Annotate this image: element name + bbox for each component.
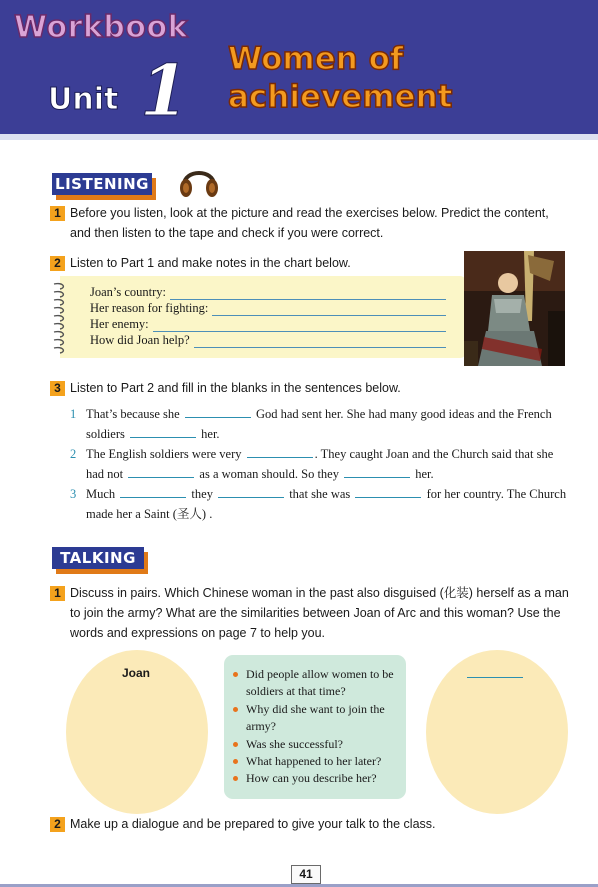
header-divider xyxy=(0,134,598,140)
spiral-binding-icon xyxy=(52,280,68,356)
talking-item2-number: 2 xyxy=(50,817,65,832)
sentence-2-cont: had not as a woman should. So they her. xyxy=(86,467,434,481)
unit-title-line2: achievement xyxy=(228,79,453,115)
question-2: Why did she want to join the army? xyxy=(246,701,400,735)
sentence-1-cont: soldiers her. xyxy=(86,427,220,441)
question-3: Was she successful? xyxy=(246,736,400,753)
listening-item1-text: Before you listen, look at the picture and read the exercises below. Predict the content, and then listen to the tape and check if you were correct. xyxy=(70,206,549,240)
workbook-label: Workbook xyxy=(14,10,189,45)
blank-field[interactable] xyxy=(344,467,410,478)
talking-heading-text: TALKING xyxy=(52,547,144,569)
note-line[interactable] xyxy=(170,288,446,300)
note-row-help: How did Joan help? xyxy=(90,332,446,348)
blank-field[interactable] xyxy=(185,407,251,418)
note-line[interactable] xyxy=(194,336,446,348)
joan-of-arc-picture xyxy=(464,251,565,366)
note-row-reason: Her reason for fighting: xyxy=(90,300,446,316)
talking-heading xyxy=(52,547,144,569)
talking-item1-number: 1 xyxy=(50,586,65,601)
unit-title-line1: Women of xyxy=(228,41,404,77)
listening-heading-text: LISTENING xyxy=(52,173,152,195)
note-row-enemy: Her enemy: xyxy=(90,316,446,332)
blank-field[interactable] xyxy=(355,487,421,498)
question-1: Did people allow women to be soldiers at that time? xyxy=(246,666,400,700)
talking-item2-text: Make up a dialogue and be prepared to give your talk to the class. xyxy=(70,817,436,831)
listening-item3-number: 3 xyxy=(50,381,65,396)
listening-item1-number: 1 xyxy=(50,206,65,221)
headphones-icon xyxy=(178,163,220,199)
listening-heading xyxy=(52,173,152,195)
sentence-2: 2 The English soldiers were very . They caught Joan and the Church said that she xyxy=(70,447,554,461)
unit-number: 1 xyxy=(140,49,189,132)
note-line[interactable] xyxy=(153,320,446,332)
listening-item2-text: Listen to Part 1 and make notes in the chart below. xyxy=(70,256,351,270)
blank-field[interactable] xyxy=(218,487,284,498)
chinese-woman-circle xyxy=(426,650,568,814)
sentence-3-cont: made her a Saint (圣人) . xyxy=(86,507,213,521)
listening-item2-number: 2 xyxy=(50,256,65,271)
page-number: 41 xyxy=(291,865,321,884)
unit-label: Unit xyxy=(48,82,119,117)
question-4: What happened to her later? xyxy=(246,753,400,770)
listening-item3-text: Listen to Part 2 and fill in the blanks in the sentences below. xyxy=(70,381,401,395)
talking-item1-text: Discuss in pairs. Which Chinese woman in the past also disguised (化装) herself as a man to join the army? What are the similarities between Joan of Arc and this woman? Use the words and expressions on page 7 to help you. xyxy=(70,586,569,640)
name-blank-line[interactable] xyxy=(467,677,523,678)
joan-circle-label: Joan xyxy=(121,666,150,680)
blank-field[interactable] xyxy=(247,447,313,458)
question-5: How can you describe her? xyxy=(246,770,400,787)
sentence-3: 3 Much they that she was for her country. The Church xyxy=(70,487,567,501)
blank-field[interactable] xyxy=(130,427,196,438)
sentence-1: 1 That’s because she God had sent her. She had many good ideas and the French xyxy=(70,407,552,421)
blank-field[interactable] xyxy=(128,467,194,478)
blank-field[interactable] xyxy=(120,487,186,498)
note-row-country: Joan’s country: xyxy=(90,284,446,300)
note-line[interactable] xyxy=(212,304,446,316)
